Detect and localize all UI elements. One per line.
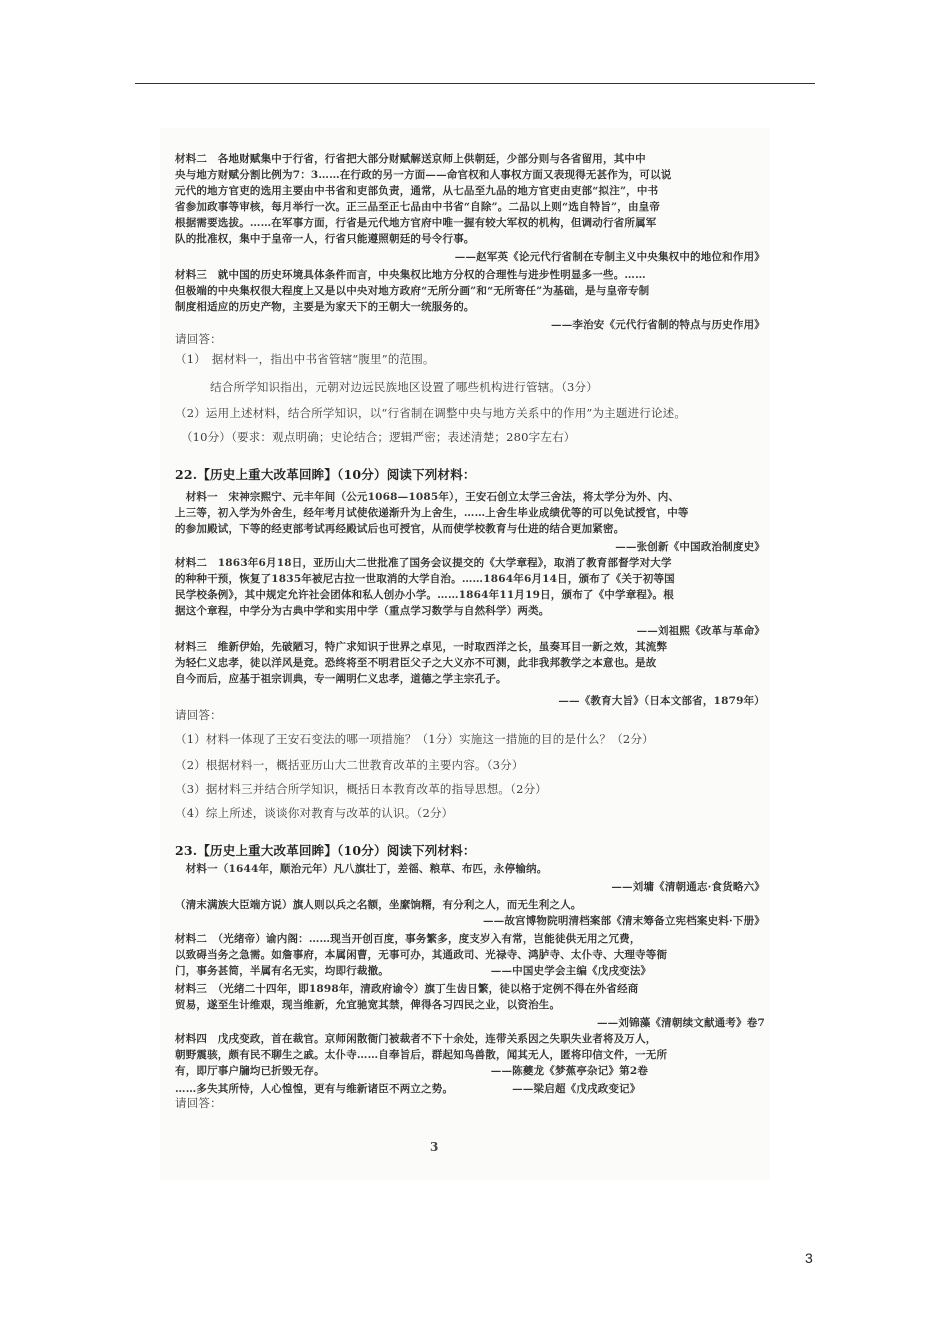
source-citation: ——《教育大旨》（日本文部省，1879年）: [558, 695, 765, 707]
text-line: 请回答：: [175, 708, 222, 722]
source-citation: ——刘祖熙《改革与革命》: [636, 625, 765, 637]
text-line: 民学校条例》，其中规定允许社会团体和私人创办小学。……1864年11月19日，颁布了《中学章程》。根: [175, 589, 674, 601]
text-line: 材料一 宋神宗熙宁、元丰年间（公元1068—1085年），王安石创立太学三舍法，将太学分为外、内、: [175, 491, 680, 503]
top-rule: [135, 83, 815, 84]
text-line: 为轻仁义忠孝，徒以洋风是竞。恐终将至不明君臣父子之大义亦不可测，此非我邦教学之本意也。是故: [175, 657, 657, 669]
text-line: 材料二 各地财赋集中于行省，行省把大部分财赋解送京师上供朝廷，少部分则与各省留用，其中中: [175, 153, 646, 165]
text-line: （4）综上所述，谈谈你对教育与改革的认识。（2分）: [175, 806, 454, 820]
text-line: （1） 据材料一，指出中书省管辖“腹里”的范围。: [175, 352, 435, 366]
text-line: （3）据材料三并结合所学知识，概括日本教育改革的指导思想。（2分）: [175, 782, 547, 796]
page-number: 3: [805, 1250, 813, 1266]
text-line: 材料四 戊戌变政，首在裁官。京师闲散衙门被裁者不下十余处，连带关系因之失职失业者将及万人，: [175, 1033, 657, 1045]
text-line: 自今而后，应基于祖宗训典，专一阐明仁义忠孝，道德之学主宗孔子。: [175, 673, 507, 685]
text-line: （2）运用上述材料，结合所学知识，以“行省制在调整中央与地方关系中的作用”为主题进行论述。: [175, 406, 687, 420]
text-line: 材料三 维新伊始，先破陋习，特广求知识于世界之卓见，一时取西洋之长，虽奏耳目一新之效，其流弊: [175, 641, 668, 653]
text-line: 以致碍当务之急需。如詹事府，本属闲曹，无事可办，其通政司、光禄寺、鸿胪寺、太仆寺、大理寺等衙: [175, 949, 668, 961]
text-line: 制度相适应的历史产物，主要是为家天下的王朝大一统服务的。: [175, 301, 475, 313]
text-line: 材料二 （光绪帝）谕内阁：……现当开创百度，事务繁多，度支岁入有常，岂能徒供无用之冗费，: [175, 933, 641, 945]
text-line: 门，事务甚简，半属有名无实，均即行裁撤。 ——中国史学会主编《戊戌变法》: [175, 965, 652, 977]
text-line: 请回答：: [175, 332, 222, 346]
source-citation: ——故宫博物院明清档案部《清末筹备立宪档案史料·下册》: [482, 915, 765, 927]
source-citation: ——赵军英《论元代行省制在专制主义中央集权中的地位和作用》: [454, 251, 765, 263]
text-line: 的参加殿试，下等的经吏部考试再经殿试后也可授官，从而使学校教育与仕进的结合更加紧密。: [175, 523, 625, 535]
question-heading: 22.【历史上重大改革回眸】（10分）阅读下列材料：: [175, 468, 476, 482]
text-line: 央与地方财赋分割比例为7：3……在行政的另一方面——命官权和人事权方面又表现得无甚作为，可以说: [175, 169, 672, 181]
text-line: 队的批准权，集中于皇帝一人，行省只能遵照朝廷的号令行事。: [175, 233, 475, 245]
question-heading: 23.【历史上重大改革回眸】（10分）阅读下列材料：: [175, 844, 476, 858]
source-citation: ——刘锦藻《清朝续文献通考》卷7: [596, 1017, 765, 1029]
text-line: 的种种干预，恢复了1835年被尼古拉一世取消的大学自治。……1864年6月14日，颁布了《关于初等国: [175, 573, 675, 585]
source-citation: ——张创新《中国政治制度史》: [615, 541, 765, 553]
text-line: 但极端的中央集权很大程度上又是以中央对地方政府“无所分画”和“无所寄任”为基础，是与皇帝专制: [175, 285, 650, 297]
text-line: 上三等，初入学为外舍生，经年考月试使依递渐升为上舍生，……上舍生毕业成绩优等的可以免试授官，中等: [175, 507, 689, 519]
source-citation: ——李治安《元代行省制的特点与历史作用》: [551, 319, 765, 331]
text-line: 元代的地方官吏的选用主要由中书省和吏部负责，通常，从七品至九品的地方官吏由吏部“拟注”，中书: [175, 185, 659, 197]
text-line: 贸易，遂至生计维艰，现当维新，允宜驰宽其禁，俾得各习四民之业，以资治生。: [175, 999, 561, 1011]
text-line: 根据需要选拔。……在军事方面，行省是元代地方官府中唯一握有较大军权的机构，但调动行省所属军: [175, 217, 657, 229]
text-line: 材料三 就中国的历史环境具体条件而言，中央集权比地方分权的合理性与进步性明显多一些。……: [175, 269, 646, 281]
text-line: （2）根据材料一，概括亚历山大二世教育改革的主要内容。（3分）: [175, 758, 524, 772]
text-line: 结合所学知识指出，元朝对边远民族地区设置了哪些机构进行管辖。（3分）: [175, 380, 598, 394]
source-citation: ——刘墉《清朝通志·食货略六》: [611, 881, 765, 893]
text-line: （清末满族大臣端方说）旗人则以兵之名额，坐縻饷糈，有分利之人，而无生利之人。: [175, 899, 582, 911]
text-line: 请回答：: [175, 1096, 222, 1110]
text-line: ……多失其所恃，人心惶惶，更有与维新诸臣不两立之势。 ——梁启超《戊戌政变记》: [175, 1083, 641, 1095]
text-line: 朝野震骇，颇有民不聊生之戚。太仆寺……自奉旨后，群起知鸟兽散，闻其无人，匿将印信文件，一无所: [175, 1049, 668, 1061]
scan-page-number: 3: [430, 1140, 439, 1154]
text-line: 材料一（1644年，顺治元年）凡八旗壮丁，差徭、粮草、布匹，永停输纳。: [175, 863, 548, 875]
text-line: 材料二 1863年6月18日，亚历山大二世批准了国务会议提交的《大学章程》，取消了教育部督学对大学: [175, 557, 672, 569]
text-line: 省参加政事等审核，每月举行一次。正三品至正七品由中书省“自除”。二品以上则“选自特旨”，由皇帝: [175, 201, 661, 213]
text-line: （1）材料一体现了王安石变法的哪一项措施？（1分）实施这一措施的目的是什么？（2分）: [175, 732, 654, 746]
text-line: （10分）（要求：观点明确；史论结合；逻辑严密；表述清楚；280字左右）: [175, 430, 576, 444]
text-line: 材料三 （光绪二十四年，即1898年，清政府谕令）旗丁生齿日繁，徒以格于定例不得在外省经商: [175, 983, 639, 995]
text-line: 据这个章程，中学分为古典中学和实用中学（重点学习数学与自然科学）两类。: [175, 605, 550, 617]
text-line: 有，即厅事户牖均已折毁无存。 ——陈夔龙《梦蕉亭杂记》第2卷: [175, 1065, 649, 1077]
